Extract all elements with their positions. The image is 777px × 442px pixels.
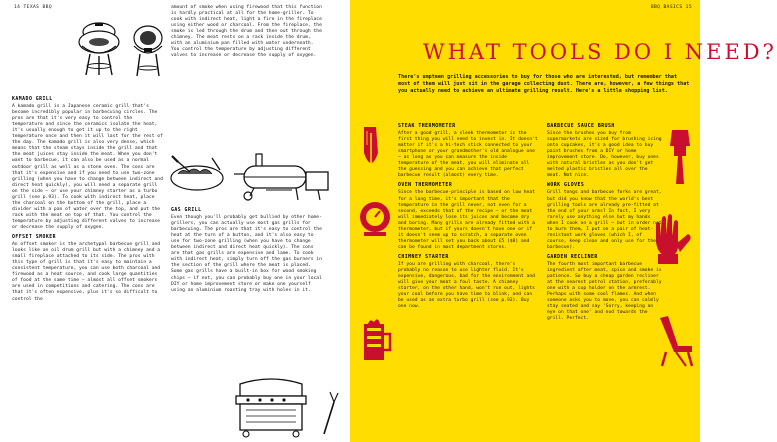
right-folio: BBQ BASICS 15 <box>650 5 692 10</box>
kamado-grill-open-icon <box>130 22 166 78</box>
section-text: A kamado grill is a Japanese ceramic grill that's become incredibly popular in barbecuing circles. The pros are that it's very easy to control the temperature and since the ceramics isolate the heat, it's usually enough to get it up to the right temperature once and then it will last for the rest of the day. The kamado grill is also very dense, which means that the steam stays inside the grill and that the meat juices stay inside the meat. When you don't want to barbecue, it can also be used as a normal outdoor grill as well as a stone oven. The cons are that it's expensive and if you need to use two-zone grilling (when you have to change between indirect and direct heat quickly), you will need a separate grill on the side – or use your chimney starter as a turbo grill (see p.93). To cook with indirect heat, place the charcoal on the bottom of the grill, place a divider with a pan of water over the top, and put the rack with the meat on top of that. You control the temperature by adjusting different valves to increase or decrease the supply of oxygen. <box>12 104 163 230</box>
left-column-1 <box>12 97 165 307</box>
section-heading: GAS GRILL <box>171 208 202 213</box>
section-heading: BARBECUE SAUCE BRUSH <box>547 124 615 129</box>
offset-smoker-icon <box>226 152 338 202</box>
section-text: The fourth most important barbecue ingredient after meat, spice and smoke is patience. So buy a cheap garden recliner at the nearest petrol station, preferably one with a cup holder on the armrest. Perhaps with some cool flames. And when someone asks you to move, you can calmly stay seated and say 'Sorry, keeping an eye on that one' and nod towards the grill. Perfect. <box>547 261 662 322</box>
section-text: An offset smoker is the archetypal barbecue grill and looks like an oil drum grill but with a chimney and a small fireplace attached to its side. The pros with this type of grill is that it's easy to maintain a consistent temperature, you can use both charcoal and firewood as a heat source, and cook large quantities of food at the same time – almost all offset smokers are used in competitions and catering. The cons are that it's often expensive, plus it's so difficult to control the <box>12 242 161 302</box>
right-page <box>350 0 777 442</box>
gas-grill-icon <box>226 374 316 438</box>
section-text: Since the brushes you buy from supermarkets are sized for brushing icing onto cupcakes, it's a good idea to buy paint brushes from a DIY or home improvement store. Do, however, buy ones with natural bristles as you don't get melted plastic bristles all over the meat. Not nice. <box>547 131 662 179</box>
sauce-brush-icon <box>666 126 696 188</box>
section-heading: GARDEN RECLINER <box>547 254 598 260</box>
right-column-1 <box>398 124 540 314</box>
section-text: After a good grill, a sleek thermometer is the first thing you will need to invest in. It doesn't matter if it's a hi-tech stick connected to your smartphone or your grandmother's old analogue one – as long as you can measure the inside temperature of the meat, you will eliminate all the guessing and you can achieve that perfect barbecue result (almost) every time. <box>398 131 538 179</box>
section-heading: CHIMNEY STARTER <box>398 254 449 260</box>
section-text: Grill tongs and barbecue forks are great, but did you know that the world's best grilling tools are already pre-fitted at the end of your arms? In fact, I very rarely use anything else but my hands when I cook on a grill – but in order not to burn them, I put on a pair of heat-resistant work gloves (which I, of course, keep clean and only use for the barbecue). <box>547 190 662 250</box>
garden-recliner-icon <box>656 312 696 368</box>
left-folio: 14 TEXAS BBQ <box>14 5 52 10</box>
fork-icon <box>318 390 342 436</box>
left-column-2-bottom <box>171 208 324 298</box>
section-text: Since the barbecue-principle is based on low heat for a long time, it's important that the temperature in the grill never, not even for a second, exceeds that of the recipe – or the meat will immediately lose its juices and become dry and boring. Many grills are already fitted with a thermometer, but if yours doesn't have one or if it doesn't seem up to scratch, a separate oven thermometer will set you back about £5 ($8) and can be found in most department stores. <box>398 190 535 250</box>
section-heading: KAMADO GRILL <box>12 97 53 102</box>
intro-text: There's umpteen grilling accessories to buy for those who are interested, but remember that most of them will just sit in the garage collecting dust. There are, however, a few things that you actually need to achieve an ultimate grilling result. Here's a little shopping list. <box>398 74 690 94</box>
steak-thermometer-icon <box>356 125 386 175</box>
left-page <box>0 0 350 442</box>
section-heading: STEAK THERMOMETER <box>398 124 456 129</box>
section-heading: OVEN THERMOMETER <box>398 183 453 189</box>
section-text: If you are grilling with charcoal, there's probably no reason to use lighter fluid. It's expensive, dangerous, bad for the environment and will give your meat a foul taste. A chimney starter, on the other hand, won't run out, lights your coal before you have time to blink, and can be used as an extra turbo grill (see p.93). Buy one now. <box>398 261 535 310</box>
oven-thermometer-icon <box>356 198 394 240</box>
section-text: amount of smoke when using firewood that this function is hardly practical at all for the home-griller. To cook with indirect heat, light a fire in the fireplace using either wood or charcoal. From the fireplace, the smoke is led through the drum and then out through the chimney. The meat rests on a rack inside the drum, with an aluminium pan filled with water underneath. You control the temperature by adjusting different valves to increase or decrease the supply of oxygen. <box>171 5 322 59</box>
section-heading: WORK GLOVES <box>547 183 585 189</box>
left-column-2-top <box>171 5 324 63</box>
grill-tools-icon <box>168 150 226 198</box>
section-text: Even though you'll probably get bullied by other home-grillers, you can actually use most gas grills for barbecuing. The pros are that it's easy to control the heat at the turn of a button, and it's also easy to use for two-zone grilling (when you have to change between indirect and direct heat quickly). The cons are that gas grills are expensive and lame. To cook with indirect heat, simply turn off the gas burners in the section of the grill where the meat is placed. Some gas grills have a built-in box for wood smoking chips – if not, you can probably buy one in your local DIY or home improvement store or make one yourself using an aluminium roasting tray with holes in it. <box>171 215 322 293</box>
page-title: WHAT TOOLS DO I NEED? <box>423 40 777 64</box>
chimney-starter-icon <box>358 316 392 366</box>
kamado-grill-icon <box>76 20 122 78</box>
right-column-2 <box>547 124 662 326</box>
section-heading: OFFSET SMOKER <box>12 235 57 241</box>
